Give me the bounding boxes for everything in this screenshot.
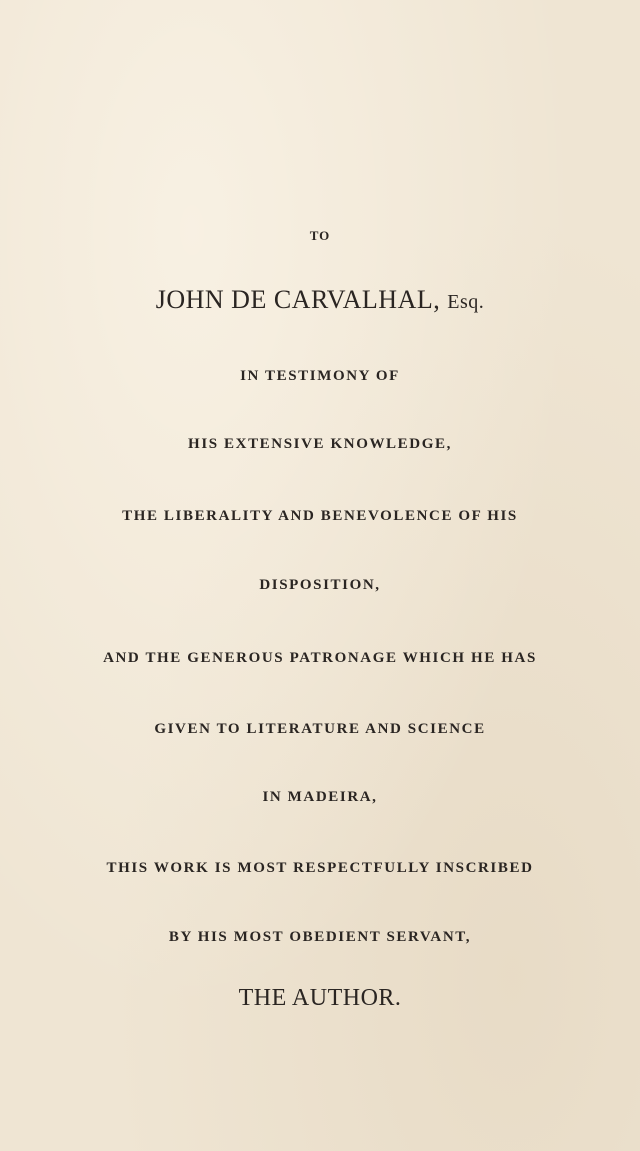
dedication-line: GIVEN TO LITERATURE AND SCIENCE [154, 721, 486, 737]
dedication-line: DISPOSITION, [259, 577, 381, 593]
dedicatee-name-text: JOHN DE CARVALHAL, [155, 285, 441, 314]
dedication-line: THE LIBERALITY AND BENEVOLENCE OF HIS [122, 508, 518, 524]
author-signature: THE AUTHOR. [238, 985, 402, 1011]
dedication-line: IN MADEIRA, [262, 789, 378, 805]
dedication-line: AND THE GENEROUS PATRONAGE WHICH HE HAS [103, 650, 537, 666]
dedication-line: BY HIS MOST OBEDIENT SERVANT, [168, 929, 472, 945]
dedication-line: IN TESTIMONY OF [240, 368, 400, 384]
dedication-to: TO [309, 228, 331, 243]
dedication-line: HIS EXTENSIVE KNOWLEDGE, [188, 436, 452, 452]
dedication-line: THIS WORK IS MOST RESPECTFULLY INSCRIBED [106, 860, 534, 876]
dedicatee-name [0, 287, 640, 313]
dedicatee-esq: Esq. [447, 291, 485, 313]
